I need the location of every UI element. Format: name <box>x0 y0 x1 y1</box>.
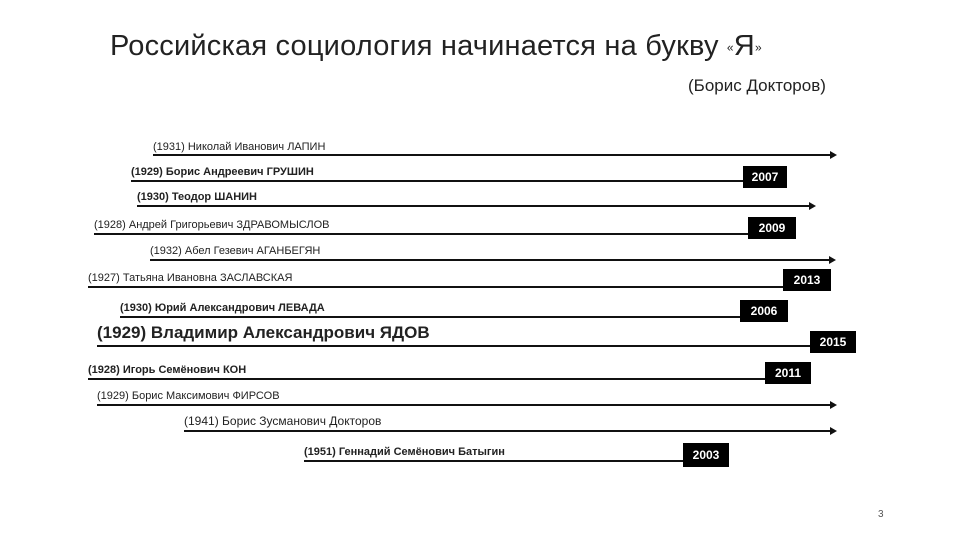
quote-open: « <box>726 40 734 55</box>
arrow-head-icon <box>830 401 837 409</box>
lifeline-aganbegyan <box>150 259 830 261</box>
lifeline-zdravomyslov <box>94 233 748 235</box>
page-number: 3 <box>878 509 884 520</box>
death-year-badge: 2006 <box>740 300 788 322</box>
person-label-zdravomyslov: (1928) Андрей Григорьевич ЗДРАВОМЫСЛОВ <box>94 219 330 231</box>
slide-author: (Борис Докторов) <box>688 76 826 95</box>
person-label-zaslavskaya: (1927) Татьяна Ивановна ЗАСЛАВСКАЯ <box>88 272 293 284</box>
lifeline-batygin <box>304 460 683 462</box>
lifeline-doktorov <box>184 430 831 432</box>
death-year-badge: 2007 <box>743 166 787 188</box>
quote-close: » <box>754 40 762 55</box>
title-letter: Я <box>733 30 755 62</box>
person-label-lapin: (1931) Николай Иванович ЛАПИН <box>153 141 326 153</box>
person-label-shanin: (1930) Теодор ШАНИН <box>137 191 257 203</box>
person-label-kon: (1928) Игорь Семёнович КОН <box>88 364 247 376</box>
person-label-batygin: (1951) Геннадий Семёнович Батыгин <box>304 446 505 458</box>
slide-title-text: Российская социология начинается на букву <box>110 30 727 62</box>
arrow-head-icon <box>809 202 816 210</box>
arrow-head-icon <box>829 256 836 264</box>
lifeline-zaslavskaya <box>88 286 783 288</box>
slide-title <box>110 30 850 63</box>
death-year-badge: 2013 <box>783 269 831 291</box>
person-label-firsov: (1929) Борис Максимович ФИРСОВ <box>97 390 280 402</box>
person-label-levada: (1930) Юрий Александрович ЛЕВАДА <box>120 302 325 314</box>
person-label-doktorov: (1941) Борис Зусманович Докторов <box>184 414 382 428</box>
lifeline-grushin <box>131 180 743 182</box>
lifeline-kon <box>88 378 765 380</box>
death-year-badge: 2011 <box>765 362 811 384</box>
person-label-grushin: (1929) Борис Андреевич ГРУШИН <box>131 166 314 178</box>
lifeline-yadov <box>97 345 810 347</box>
death-year-badge: 2015 <box>810 331 856 353</box>
lifeline-shanin <box>137 205 810 207</box>
arrow-head-icon <box>830 427 837 435</box>
person-label-yadov: (1929) Владимир Александрович ЯДОВ <box>97 323 430 342</box>
arrow-head-icon <box>830 151 837 159</box>
person-label-aganbegyan: (1932) Абел Гезевич АГАНБЕГЯН <box>150 245 321 257</box>
lifeline-firsov <box>97 404 831 406</box>
lifeline-levada <box>120 316 740 318</box>
death-year-badge: 2009 <box>748 217 796 239</box>
death-year-badge: 2003 <box>683 443 729 467</box>
lifeline-lapin <box>153 154 831 156</box>
